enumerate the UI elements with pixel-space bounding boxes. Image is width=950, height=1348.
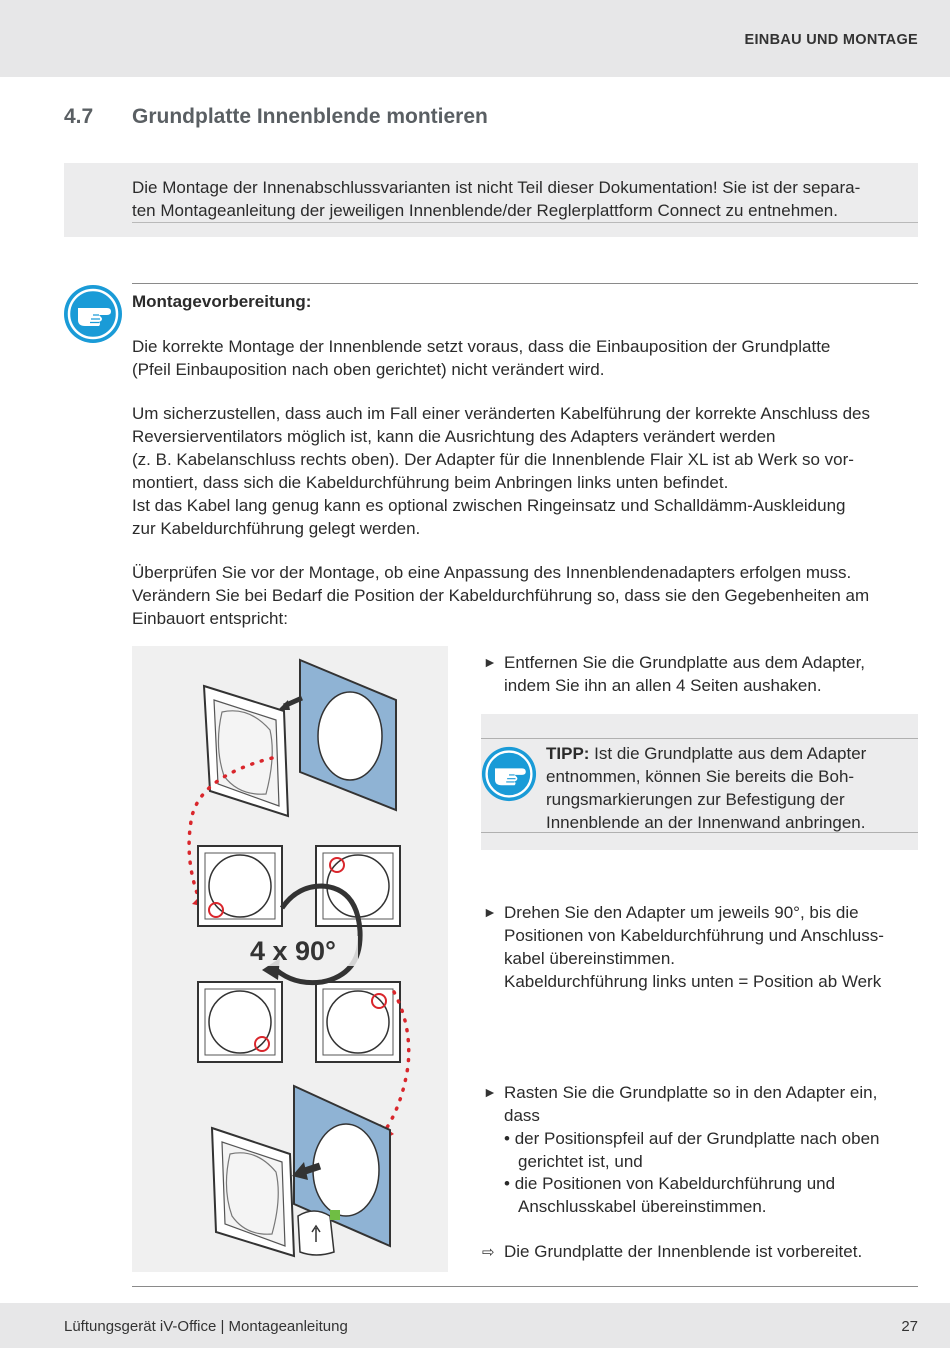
- base-plate-bottom: [212, 1128, 294, 1256]
- text-line: indem Sie ihn an allen 4 Seiten aushaken.: [504, 676, 822, 695]
- text-line: Innenblende an der Innenwand anbringen.: [546, 813, 866, 832]
- text-line: rungsmarkierungen zur Befestigung der: [546, 790, 845, 809]
- frame-top-left: [198, 846, 282, 926]
- step-2: [504, 901, 884, 993]
- prep-paragraph-3: [132, 561, 922, 630]
- text-line: Kabeldurchführung links unten = Position ab Werk: [504, 972, 882, 991]
- notice-text: [132, 176, 910, 222]
- divider: [132, 283, 918, 284]
- text-line: Reversierventilators möglich ist, kann die Ausrichtung des Adapters verändert werden: [132, 427, 776, 446]
- hand-pointing-icon: [63, 284, 123, 344]
- result-arrow-icon: ⇨: [482, 1244, 495, 1261]
- text-line: Überprüfen Sie vor der Montage, ob eine Anpassung des Innenblendenadapters erfolgen muss.: [132, 563, 852, 582]
- arrow-right-icon: ►: [483, 654, 497, 670]
- text-line: gerichtet ist, und: [518, 1152, 643, 1171]
- mounting-illustration: [132, 646, 448, 1272]
- text-line: (Pfeil Einbauposition nach oben gerichtet) nicht verändert wird.: [132, 360, 605, 379]
- divider: [132, 222, 918, 223]
- text-line: dass: [504, 1106, 540, 1125]
- text-line: Positionen von Kabeldurchführung und Anschluss-: [504, 926, 884, 945]
- section-number: 4.7: [64, 105, 94, 128]
- text-line: Einbauort entspricht:: [132, 609, 288, 628]
- prep-paragraph-1: [132, 335, 918, 381]
- frame-bottom-left: [198, 982, 282, 1062]
- notice-line: Die Montage der Innenabschlussvarianten ist nicht Teil dieser Dokumentation! Sie ist der separa-: [132, 178, 861, 197]
- header-label: EINBAU UND MONTAGE: [744, 32, 918, 48]
- frame-bottom-right: [316, 982, 400, 1062]
- text-line: entnommen, können Sie bereits die Boh-: [546, 767, 855, 786]
- section-title: Grundplatte Innenblende montieren: [132, 105, 488, 128]
- text-line: montiert, dass sich die Kabeldurchführung beim Anbringen links unten befindet.: [132, 473, 729, 492]
- adapter-top: [300, 660, 396, 810]
- text-line: Rasten Sie die Grundplatte so in den Adapter ein,: [504, 1083, 878, 1102]
- page-number: 27: [901, 1318, 918, 1335]
- arrow-right-icon: ►: [483, 1084, 497, 1100]
- text-line: der Positionspfeil auf der Grundplatte nach oben: [514, 1129, 880, 1148]
- text-line: Um sicherzustellen, dass auch im Fall einer veränderten Kabelführung der korrekte Anschluss des: [132, 404, 870, 423]
- text-line: Drehen Sie den Adapter um jeweils 90°, bis die: [504, 903, 859, 922]
- footer-document-title: Lüftungsgerät iV-Office | Montageanleitung: [64, 1318, 348, 1335]
- arrow-right-icon: ►: [483, 904, 497, 920]
- text-line: (z. B. Kabelanschluss rechts oben). Der Adapter für die Innenblende Flair XL ist ab Werk so vor-: [132, 450, 854, 469]
- text-line: Verändern Sie bei Bedarf die Position der Kabeldurchführung so, dass sie den Gegebenheiten am: [132, 586, 870, 605]
- step-1: [504, 651, 865, 697]
- step-3-bullet-2: • die Positionen von Kabeldurchführung und Anschlusskabel übereinstimmen.: [504, 1174, 836, 1216]
- detail-callout: [298, 1210, 340, 1255]
- notice-line: ten Montageanleitung der jeweiligen Innenblende/der Reglerplattform Connect zu entnehmen.: [132, 201, 838, 220]
- step-3: [504, 1081, 877, 1127]
- text-line: Die korrekte Montage der Innenblende setzt voraus, dass die Einbauposition der Grundplatte: [132, 337, 831, 356]
- step-3-bullet-1: • der Positionspfeil auf der Grundplatte nach oben gerichtet ist, und: [504, 1129, 880, 1171]
- text-line: Ist das Kabel lang genug kann es optional zwischen Ringeinsatz und Schalldämm-Auskleidung: [132, 496, 846, 515]
- divider: [481, 738, 918, 739]
- text-line: Anschlusskabel übereinstimmen.: [518, 1197, 767, 1216]
- prep-paragraph-2: [132, 402, 922, 540]
- result-text: Die Grundplatte der Innenblende ist vorbereitet.: [504, 1242, 863, 1261]
- rotation-label: 4 x 90°: [250, 936, 336, 966]
- divider: [132, 1286, 918, 1287]
- tip-text: [546, 742, 906, 834]
- hand-pointing-icon: [481, 746, 537, 802]
- tip-label: TIPP:: [546, 744, 590, 763]
- text-line: kabel übereinstimmen.: [504, 949, 676, 968]
- text-line: die Positionen von Kabeldurchführung und: [514, 1174, 836, 1193]
- prep-heading: Montagevorbereitung:: [132, 292, 312, 311]
- text-line: Entfernen Sie die Grundplatte aus dem Adapter,: [504, 653, 866, 672]
- text-line: Ist die Grundplatte aus dem Adapter: [589, 744, 867, 763]
- base-plate-top: [204, 686, 288, 816]
- text-line: zur Kabeldurchführung gelegt werden.: [132, 519, 421, 538]
